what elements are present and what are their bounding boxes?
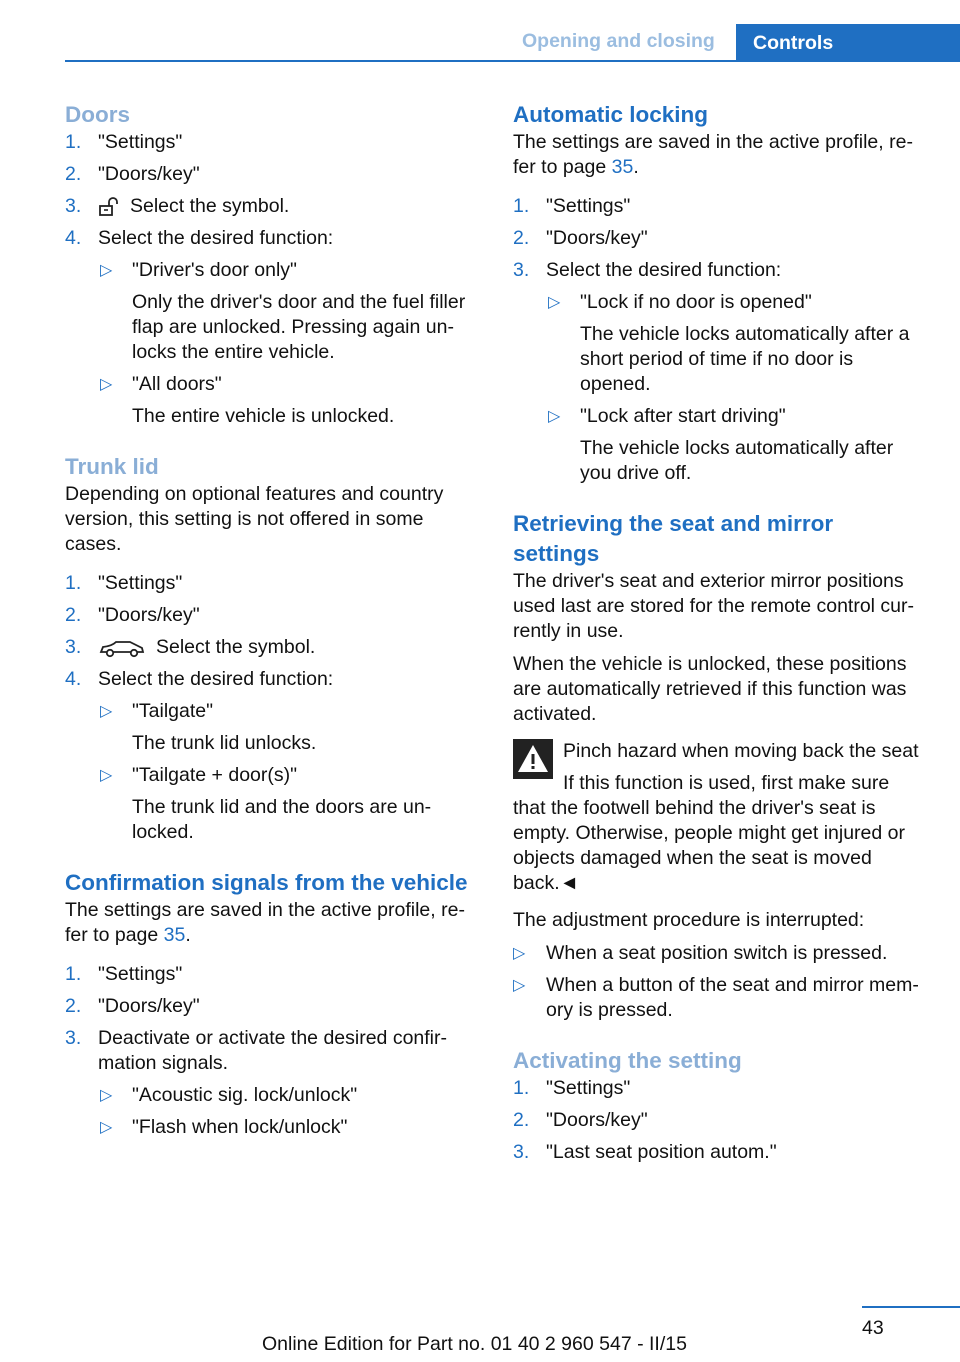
doors-heading: Doors: [65, 102, 131, 127]
list-item: ▷ When a seat position switch is pressed.: [513, 942, 888, 964]
footer-edition: Online Edition for Part no. 01 40 2 960 547 - II/15: [262, 1333, 687, 1355]
warning-text: If this function is used, first make sure that the footwell behind the driver's seat is empty. Otherwise, people might get injured or objects damaged when the seat is moved back.◄: [513, 772, 905, 894]
list-item: 4. Select the desired function: ▷ "Tailgate" The trunk lid unlocks. ▷ "Tailgate + door(s)" The trunk lid and the doors are un‐locked.: [65, 667, 477, 845]
doors-steps: [65, 130, 477, 429]
list-item: 1. "Settings": [65, 572, 183, 594]
list-item: ▷ "Lock after start driving" The vehicle locks automatically after you drive off.: [548, 405, 894, 484]
auto-lock-intro: The settings are saved in the active profile, re‐fer to page 35.: [513, 131, 913, 178]
list-item: 2. "Doors/key": [513, 1109, 648, 1131]
activate-steps: [513, 1076, 925, 1165]
list-item: ▷ "Tailgate + door(s)" The trunk lid and the doors are un‐locked.: [100, 764, 432, 843]
door-unlock-icon: [98, 197, 120, 217]
list-item: 3. "Last seat position autom.": [513, 1141, 777, 1163]
header-chapter-tab: Controls: [736, 24, 960, 62]
list-item: 1. "Settings": [513, 195, 631, 217]
list-item: 2. "Doors/key": [65, 995, 200, 1017]
confirmation-intro: The settings are saved in the active profile, re‐fer to page 35.: [65, 899, 465, 946]
list-item: ▷ "Tailgate" The trunk lid unlocks.: [100, 700, 317, 754]
auto-lock-heading: Automatic locking: [513, 102, 709, 127]
page-number: 43: [862, 1317, 884, 1339]
list-item: 1. "Settings": [65, 963, 183, 985]
confirmation-steps: [65, 962, 477, 1140]
header-section-title: Opening and closing: [522, 30, 715, 52]
list-item: 2. "Doors/key": [65, 163, 200, 185]
list-item: ▷ "Acoustic sig. lock/unlock": [100, 1084, 358, 1106]
page-link[interactable]: 35: [611, 156, 634, 178]
list-item: ▷ "All doors" The entire vehicle is unlocked.: [100, 373, 395, 427]
list-item: ▷ When a button of the seat and mirror mem‐ory is pressed.: [513, 974, 919, 1021]
list-item: 3. Deactivate or activate the desired confir‐mation signals. ▷ "Acoustic sig. lock/unlock" ▷ "Flash when lock/unlock": [65, 1026, 477, 1140]
auto-lock-steps: [513, 194, 925, 486]
interrupted-text: The adjustment procedure is interrupted:: [513, 909, 865, 931]
list-item: 3. Select the desired function: ▷ "Lock if no door is opened" The vehicle locks automatically after a short period of time if no door is opened. ▷ "Lock after start driving" The vehicle locks automatically after you drive off.: [513, 258, 925, 486]
activate-heading: Activating the setting: [513, 1048, 742, 1073]
list-item: 1. "Settings": [513, 1077, 631, 1099]
list-item: 2. "Doors/key": [513, 227, 648, 249]
retrieve-heading: Retrieving the seat and mirror settings: [513, 511, 834, 566]
confirmation-heading: Confirmation signals from the vehicle: [65, 870, 468, 895]
retrieve-paragraph: When the vehicle is unlocked, these positions are automatically retrieved if this function was activated.: [513, 653, 907, 725]
warning-title: Pinch hazard when moving back the seat: [563, 740, 919, 762]
page-link[interactable]: 35: [163, 924, 186, 946]
footer-rule: [862, 1306, 960, 1308]
retrieve-paragraph: The driver's seat and exterior mirror positions used last are stored for the remote control cur‐rently in use.: [513, 570, 915, 642]
trunk-steps: [65, 571, 477, 845]
right-column: [513, 100, 925, 1172]
trunk-intro: Depending on optional features and country version, this setting is not offered in some cases.: [65, 483, 444, 555]
list-item: 4. Select the desired function: ▷ "Driver's door only" Only the driver's door and the fuel filler flap are unlocked. Pressing again un‐locks the entire vehicle. ▷ "All doors" The entire vehicle is unlocked.: [65, 226, 477, 429]
trunk-heading: Trunk lid: [65, 454, 159, 479]
list-item: 3. Select the symbol.: [65, 636, 316, 658]
list-item: ▷ "Driver's door only" Only the driver's door and the fuel filler flap are unlocked. Pressing again un‐locks the entire vehicle.: [100, 259, 466, 363]
list-item: ▷ "Flash when lock/unlock": [100, 1116, 348, 1138]
left-column: [65, 100, 477, 1147]
warning-box: [513, 739, 925, 764]
list-item: 3. Select the symbol.: [65, 195, 290, 217]
car-trunk-icon: [98, 637, 146, 659]
list-item: ▷ "Lock if no door is opened" The vehicle locks automatically after a short period of time if no door is opened.: [548, 291, 910, 395]
list-item: 2. "Doors/key": [65, 604, 200, 626]
list-item: 1. "Settings": [65, 131, 183, 153]
warning-icon: [513, 739, 553, 779]
interrupt-bullets: [513, 941, 925, 1023]
